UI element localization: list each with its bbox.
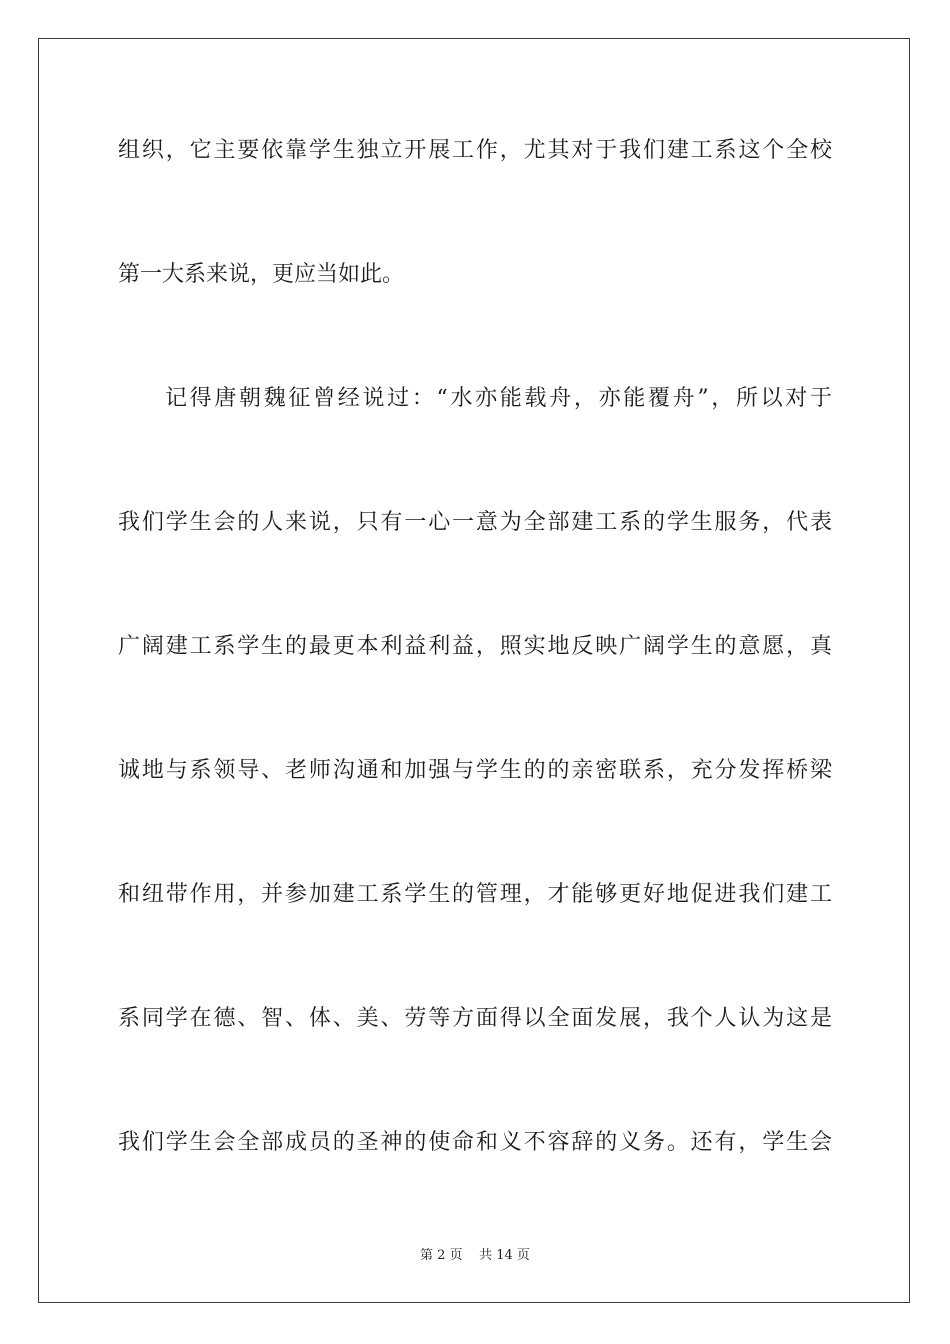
text-line: 我们学生会的人来说，只有一心一意为全部建工系的学生服务，代表 bbox=[118, 510, 832, 535]
total-pages: 共 14 页 bbox=[479, 1248, 530, 1263]
page-border bbox=[38, 38, 910, 1303]
text-line: 组织，它主要依靠学生独立开展工作，尤其对于我们建工系这个全校 bbox=[118, 138, 832, 163]
text-line: 和纽带作用，并参加建工系学生的管理，才能够更好地促进我们建工 bbox=[118, 882, 832, 907]
paragraph-first-line: 记得唐朝魏征曾经说过：“水亦能载舟，亦能覆舟”，所以对于 bbox=[165, 386, 832, 411]
text-line: 第一大系来说，更应当如此。 bbox=[118, 262, 405, 287]
text-line: 广阔建工系学生的最更本利益利益，照实地反映广阔学生的意愿，真 bbox=[118, 634, 832, 659]
page-number: 第 2 页 bbox=[420, 1248, 463, 1263]
text-line: 系同学在德、智、体、美、劳等方面得以全面发展，我个人认为这是 bbox=[118, 1006, 832, 1031]
text-line: 诚地与系领导、老师沟通和加强与学生的的亲密联系，充分发挥桥梁 bbox=[118, 758, 832, 783]
page-footer bbox=[0, 1247, 950, 1265]
text-line: 我们学生会全部成员的圣神的使命和义不容辞的义务。还有，学生会 bbox=[118, 1130, 832, 1155]
